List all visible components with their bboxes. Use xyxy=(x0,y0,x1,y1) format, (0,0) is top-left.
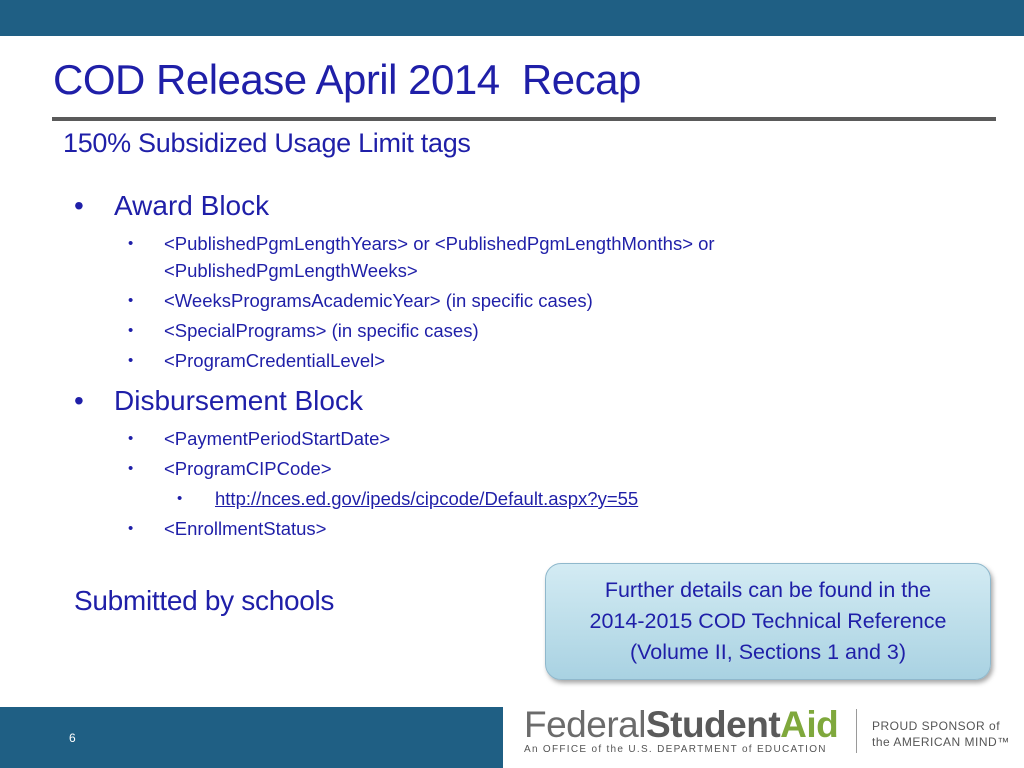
bullet-icon: • xyxy=(128,322,134,339)
logo-divider xyxy=(856,709,857,753)
logo-student: Student xyxy=(645,704,781,745)
bullet-icon: • xyxy=(128,460,134,477)
list-item xyxy=(72,347,832,374)
submitted-note: Submitted by schools xyxy=(74,585,335,616)
item-special-programs: <SpecialPrograms> (in specific cases) xyxy=(164,320,479,341)
sponsor-line-1: PROUD SPONSOR of xyxy=(872,719,1001,733)
bullet-icon: • xyxy=(128,352,134,369)
logo-aid: Aid xyxy=(780,704,839,745)
list-item xyxy=(72,287,832,314)
bullet-icon: • xyxy=(74,190,84,221)
award-block-label: Award Block xyxy=(114,190,270,221)
list-item xyxy=(72,230,832,284)
callout-line-1: Further details can be found in the xyxy=(604,578,932,602)
cipcode-link[interactable]: http://nces.ed.gov/ipeds/cipcode/Default.aspx?y=55 xyxy=(215,488,639,509)
item-published-pgm-length: <PublishedPgmLengthYears> or <PublishedPgmLengthMonths> or xyxy=(164,233,715,254)
callout-line-3: (Volume II, Sections 1 and 3) xyxy=(629,640,907,664)
logo-federal: Federal xyxy=(524,704,646,745)
bullet-icon: • xyxy=(128,235,134,252)
callout-line-2: 2014-2015 COD Technical Reference xyxy=(589,609,947,633)
callout-box xyxy=(545,563,991,680)
slide-subtitle: 150% Subsidized Usage Limit tags xyxy=(63,128,471,158)
list-item xyxy=(72,425,832,452)
bullet-icon: • xyxy=(74,385,84,416)
bullet-icon: • xyxy=(128,430,134,447)
bullet-icon: • xyxy=(128,520,134,537)
item-program-credential-level: <ProgramCredentialLevel> xyxy=(164,350,386,371)
callout-text xyxy=(558,575,978,668)
bullet-list xyxy=(72,188,832,545)
bullet-icon: • xyxy=(177,490,183,507)
list-item xyxy=(72,485,832,512)
disbursement-block-bullet xyxy=(72,383,832,419)
bullet-icon: • xyxy=(128,292,134,309)
federal-student-aid-logo xyxy=(524,705,838,755)
list-item xyxy=(72,515,832,542)
slide-title: COD Release April 2014 Recap xyxy=(53,56,641,103)
sponsor-line-2: the AMERICAN MIND™ xyxy=(872,735,1010,749)
logo-tagline: An OFFICE of the U.S. DEPARTMENT of EDUCATION xyxy=(524,744,827,755)
title-divider xyxy=(52,117,996,121)
item-weeks-programs-academic-year: <WeeksProgramsAcademicYear> (in specific cases) xyxy=(164,290,593,311)
item-enrollment-status: <EnrollmentStatus> xyxy=(164,518,327,539)
item-program-cip-code: <ProgramCIPCode> xyxy=(164,458,332,479)
list-item xyxy=(72,455,832,482)
top-bar xyxy=(0,0,1024,36)
award-block-bullet xyxy=(72,188,832,224)
page-number: 6 xyxy=(69,731,76,745)
item-payment-period-start-date: <PaymentPeriodStartDate> xyxy=(164,428,391,449)
sponsor-text xyxy=(872,718,1010,750)
item-published-pgm-length-weeks: <PublishedPgmLengthWeeks> xyxy=(164,260,418,281)
list-item xyxy=(72,317,832,344)
disbursement-block-label: Disbursement Block xyxy=(114,385,363,416)
logo-wordmark xyxy=(524,705,838,745)
